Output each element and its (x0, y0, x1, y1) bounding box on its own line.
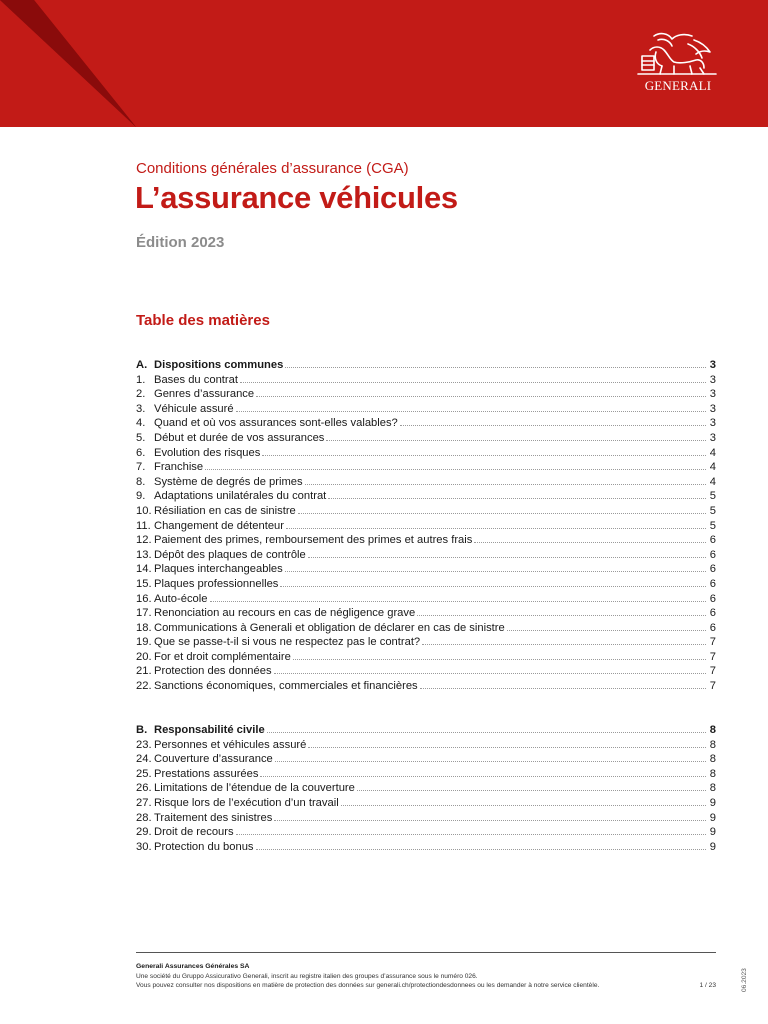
toc-page-number: 6 (709, 577, 716, 590)
toc-entry-number: 3. (136, 402, 146, 415)
toc-entry-number: 1. (136, 373, 146, 386)
toc-page-number: 8 (709, 782, 716, 795)
toc-entry[interactable] (136, 488, 716, 503)
toc-entry-number: 5. (136, 431, 146, 444)
footer-divider (136, 952, 716, 953)
toc-entry-number: 17. (136, 607, 152, 620)
toc-entry-number: 23. (136, 738, 152, 751)
toc-page-number: 3 (709, 388, 716, 401)
toc-entry-number: 12. (136, 534, 152, 547)
toc-entry-number: 10. (136, 504, 152, 517)
toc-leader-dots (328, 488, 706, 499)
toc-entry[interactable] (136, 810, 716, 825)
toc-entry-number: 25. (136, 767, 152, 780)
toc-entry-label: For et droit complémentaire (154, 650, 291, 663)
toc-page-number: 6 (709, 607, 716, 620)
toc-entry-number: 30. (136, 840, 152, 853)
toc-entry-label: Véhicule assuré (154, 402, 234, 415)
toc-leader-dots (240, 372, 706, 383)
toc-leader-dots (420, 678, 706, 689)
toc-entry[interactable] (136, 678, 716, 693)
toc-leader-dots (260, 766, 706, 777)
header-band (0, 0, 768, 127)
toc-entry-number: 26. (136, 782, 152, 795)
toc-entry[interactable] (136, 474, 716, 489)
toc-section-letter: B. (136, 724, 148, 736)
toc-leader-dots (422, 634, 706, 645)
toc-entry-number: 29. (136, 826, 152, 839)
toc-leader-dots (205, 459, 706, 470)
toc-leader-dots (326, 430, 706, 441)
toc-page-number: 3 (709, 359, 716, 371)
toc-page-number: 3 (709, 431, 716, 444)
toc-entry[interactable] (136, 430, 716, 445)
toc-entry-label: Quand et où vos assurances sont-elles valables? (154, 417, 398, 430)
toc-leader-dots (256, 386, 706, 397)
toc-entry-label: Changement de détenteur (154, 519, 284, 532)
toc-entry[interactable] (136, 503, 716, 518)
toc-entry-number: 16. (136, 592, 152, 605)
toc-leader-dots (474, 532, 706, 543)
toc-heading: Table des matières (136, 312, 270, 329)
toc-entry-number: 15. (136, 577, 152, 590)
toc-leader-dots (280, 576, 706, 587)
toc-entry-label: Système de degrés de primes (154, 475, 303, 488)
toc-entry-number: 2. (136, 388, 146, 401)
toc-page-number: 3 (709, 402, 716, 415)
toc-entry-label: Traitement des sinistres (154, 811, 273, 824)
toc-leader-dots (274, 810, 706, 821)
toc-page-number: 6 (709, 592, 716, 605)
toc-entry[interactable] (136, 386, 716, 401)
toc-entry-number: 8. (136, 475, 146, 488)
toc-entry-label: Résiliation en cas de sinistre (154, 504, 296, 517)
toc-section-header[interactable] (136, 357, 716, 372)
toc-entry-label: Protection du bonus (154, 840, 254, 853)
toc-section-b (136, 722, 716, 853)
toc-page-number: 6 (709, 621, 716, 634)
toc-entry[interactable] (136, 561, 716, 576)
toc-page-number: 5 (709, 519, 716, 532)
toc-page-number: 5 (709, 490, 716, 503)
toc-entry[interactable] (136, 459, 716, 474)
document-title: L’assurance véhicules (135, 180, 458, 215)
toc-entry-label: Dépôt des plaques de contrôle (154, 548, 306, 561)
toc-entry[interactable] (136, 591, 716, 606)
toc-page-number: 6 (709, 548, 716, 561)
toc-page-number: 3 (709, 373, 716, 386)
toc-entry-number: 11. (136, 519, 151, 532)
toc-leader-dots (507, 620, 706, 631)
toc-leader-dots (275, 751, 706, 762)
toc-page-number: 7 (709, 650, 716, 663)
toc-entry[interactable] (136, 751, 716, 766)
toc-leader-dots (285, 357, 706, 368)
footer-registration-note: Une société du Gruppo Assicurativo Generali, inscrit au registre italien des groupes d’assurance sous le numéro 026. (136, 972, 478, 980)
toc-entry-number: 4. (136, 417, 146, 430)
toc-section-label: Dispositions communes (154, 359, 284, 371)
toc-entry-label: Bases du contrat (154, 373, 238, 386)
toc-entry-label: Adaptations unilatérales du contrat (154, 490, 327, 503)
toc-entry[interactable] (136, 663, 716, 678)
toc-page-number: 3 (709, 417, 716, 430)
brand-name: GENERALI (644, 78, 712, 93)
toc-entry-label: Communications à Generali et obligation de déclarer en cas de sinistre (154, 621, 505, 634)
toc-entry-label: Protection des données (154, 665, 272, 678)
toc-section-label: Responsabilité civile (154, 724, 265, 736)
toc-leader-dots (262, 445, 706, 456)
footer-company: Generali Assurances Générales SA (136, 963, 250, 970)
toc-leader-dots (236, 824, 706, 835)
toc-entry[interactable] (136, 547, 716, 562)
toc-entry[interactable] (136, 518, 716, 533)
toc-entry-number: 18. (136, 621, 152, 634)
toc-leader-dots (286, 518, 706, 529)
toc-entry[interactable] (136, 401, 716, 416)
toc-entry-number: 19. (136, 636, 152, 649)
document-subtitle: Conditions générales d’assurance (CGA) (136, 160, 409, 177)
toc-entry[interactable] (136, 620, 716, 635)
toc-entry[interactable] (136, 737, 716, 752)
toc-page-number: 7 (709, 680, 716, 693)
footer (136, 962, 716, 991)
toc-entry-label: Sanctions économiques, commerciales et financières (154, 680, 418, 693)
toc-entry[interactable] (136, 634, 716, 649)
toc-page-number: 9 (709, 796, 716, 809)
toc-leader-dots (400, 415, 706, 426)
toc-page-number: 6 (709, 563, 716, 576)
toc-entry-number: 22. (136, 680, 152, 693)
toc-section-header[interactable] (136, 722, 716, 737)
toc-leader-dots (274, 663, 706, 674)
toc-leader-dots (256, 839, 706, 850)
toc-page-number: 8 (709, 738, 716, 751)
toc-entry-number: 24. (136, 753, 152, 766)
toc-entry-number: 13. (136, 548, 152, 561)
toc-entry-label: Que se passe-t-il si vous ne respectez pas le contrat? (154, 636, 421, 649)
toc-leader-dots (210, 591, 707, 602)
toc-entry-label: Début et durée de vos assurances (154, 431, 325, 444)
toc-entry-number: 21. (136, 665, 152, 678)
toc-leader-dots (298, 503, 706, 514)
toc-page-number: 7 (709, 636, 716, 649)
toc-entry[interactable] (136, 532, 716, 547)
toc-page-number: 7 (709, 665, 716, 678)
toc-leader-dots (305, 474, 706, 485)
toc-entry-label: Plaques interchangeables (154, 563, 283, 576)
toc-entry-label: Risque lors de l’exécution d’un travail (154, 796, 339, 809)
toc-entry-label: Personnes et véhicules assuré (154, 738, 307, 751)
toc-entry[interactable] (136, 839, 716, 854)
toc-entry[interactable] (136, 445, 716, 460)
toc-page-number: 8 (709, 767, 716, 780)
footer-page-number: 1 / 23 (699, 982, 716, 990)
footer-privacy-note: Vous pouvez consulter nos dispositions en matière de protection des données sur generali.ch/protectiondesdonnees ou les demander à notre service clientèle. (136, 982, 600, 990)
toc-entry[interactable] (136, 780, 716, 795)
toc-entry[interactable] (136, 795, 716, 810)
toc-entry[interactable] (136, 649, 716, 664)
toc-leader-dots (285, 561, 706, 572)
toc-entry[interactable] (136, 605, 716, 620)
toc-entry-label: Paiement des primes, remboursement des primes et autres frais (154, 534, 473, 547)
toc-entry[interactable] (136, 576, 716, 591)
toc-leader-dots (308, 547, 706, 558)
toc-page-number: 8 (709, 724, 716, 736)
toc-entry-label: Droit de recours (154, 826, 234, 839)
toc-page-number: 9 (709, 811, 716, 824)
edition-date-code: 06.2023 (741, 968, 748, 992)
toc-entry-number: 27. (136, 796, 152, 809)
toc-page-number: 6 (709, 534, 716, 547)
toc-entry-number: 28. (136, 811, 152, 824)
toc-page-number: 8 (709, 753, 716, 766)
toc-section-letter: A. (136, 359, 148, 371)
toc-entry-label: Evolution des risques (154, 446, 261, 459)
toc-leader-dots (267, 722, 706, 733)
toc-page-number: 4 (709, 475, 716, 488)
toc-page-number: 5 (709, 504, 716, 517)
toc-entry-number: 9. (136, 490, 146, 503)
toc-leader-dots (357, 780, 706, 791)
toc-entry-label: Couverture d’assurance (154, 753, 273, 766)
toc-page-number: 9 (709, 826, 716, 839)
toc-leader-dots (293, 649, 706, 660)
document-edition: Édition 2023 (136, 234, 225, 251)
toc-page-number: 4 (709, 446, 716, 459)
toc-entry-label: Genres d’assurance (154, 388, 255, 401)
toc-entry-label: Prestations assurées (154, 767, 259, 780)
toc-entry-number: 20. (136, 650, 152, 663)
toc-entry-label: Limitations de l’étendue de la couverture (154, 782, 355, 795)
toc-entry-label: Plaques professionnelles (154, 577, 279, 590)
toc-page-number: 9 (709, 840, 716, 853)
toc-entry-label: Renonciation au recours en cas de négligence grave (154, 607, 416, 620)
corner-triangle (0, 0, 136, 127)
toc-entry[interactable] (136, 415, 716, 430)
toc-entry-number: 7. (136, 461, 146, 474)
toc-entry-number: 6. (136, 446, 146, 459)
toc-section-a (136, 357, 716, 693)
toc-page-number: 4 (709, 461, 716, 474)
toc-leader-dots (417, 605, 706, 616)
toc-leader-dots (341, 795, 706, 806)
toc-entry[interactable] (136, 372, 716, 387)
toc-entry-label: Franchise (154, 461, 204, 474)
toc-entry[interactable] (136, 824, 716, 839)
toc-entry-label: Auto-école (154, 592, 208, 605)
toc-leader-dots (236, 401, 706, 412)
toc-entry-number: 14. (136, 563, 152, 576)
toc-entry[interactable] (136, 766, 716, 781)
toc-leader-dots (308, 737, 706, 748)
